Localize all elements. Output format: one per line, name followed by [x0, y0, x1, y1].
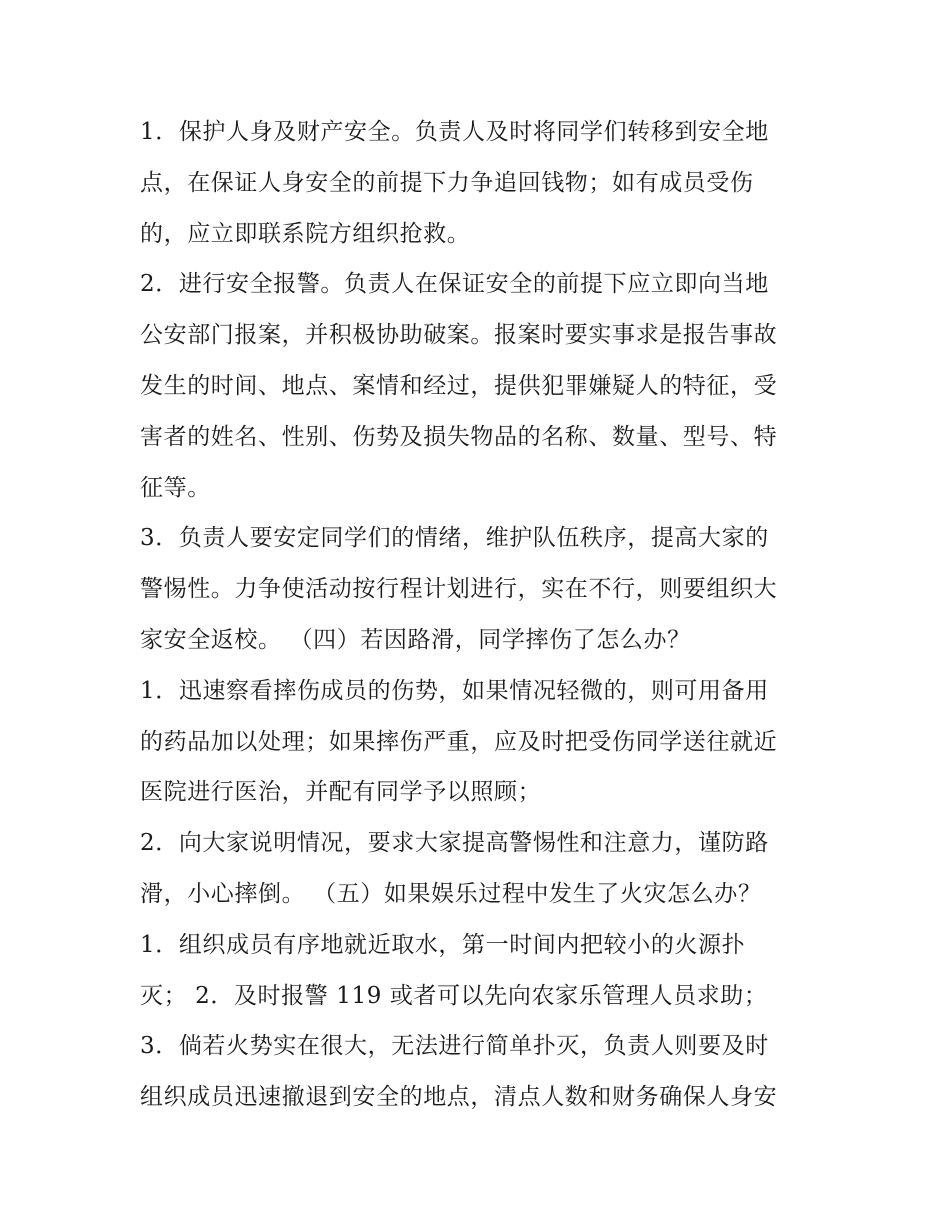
text-line: 组织成员迅速撤退到安全的地点，清点人数和财务确保人身安 [140, 1084, 778, 1111]
text-line: 征等。 [140, 474, 211, 501]
text-line: 滑，小心摔倒。 （五）如果娱乐过程中发生了火灾怎么办？ [140, 880, 762, 907]
text-line: 警惕性。力争使活动按行程计划进行，实在不行，则要组织大 [140, 576, 778, 603]
text-line: 1．迅速察看摔伤成员的伤势，如果情况轻微的，则可用备用 [140, 677, 769, 704]
text-line: 害者的姓名、性别、伤势及损失物品的名称、数量、型号、特 [140, 423, 778, 450]
text-line: 3．倘若火势实在很大，无法进行简单扑灭，负责人则要及时 [140, 1033, 769, 1060]
text-line: 3．负责人要安定同学们的情绪，维护队伍秩序，提高大家的 [140, 525, 769, 552]
text-line: 2．进行安全报警。负责人在保证安全的前提下应立即向当地 [140, 271, 769, 298]
text-line: 点，在保证人身安全的前提下力争追回钱物；如有成员受伤 [140, 169, 754, 196]
text-line: 的药品加以处理；如果摔伤严重，应及时把受伤同学送往就近 [140, 728, 778, 755]
text-line: 2．向大家说明情况，要求大家提高警惕性和注意力，谨防路 [140, 830, 769, 857]
text-line: 公安部门报案，并积极协助破案。报案时要实事求是报告事故 [140, 322, 778, 349]
text-line: 医院进行医治，并配有同学予以照顾； [140, 779, 542, 806]
text-line: 1．组织成员有序地就近取水，第一时间内把较小的火源扑 [140, 931, 746, 958]
text-line: 灭； 2．及时报警 119 或者可以先向农家乐管理人员求助； [140, 982, 768, 1009]
text-line: 的，应立即联系院方组织抢救。 [140, 220, 471, 247]
text-line: 家安全返校。 （四）若因路滑，同学摔伤了怎么办？ [140, 626, 691, 653]
document-body [140, 107, 820, 1123]
text-line: 发生的时间、地点、案情和经过，提供犯罪嫌疑人的特征，受 [140, 372, 778, 399]
text-line: 1．保护人身及财产安全。负责人及时将同学们转移到安全地 [140, 119, 769, 145]
